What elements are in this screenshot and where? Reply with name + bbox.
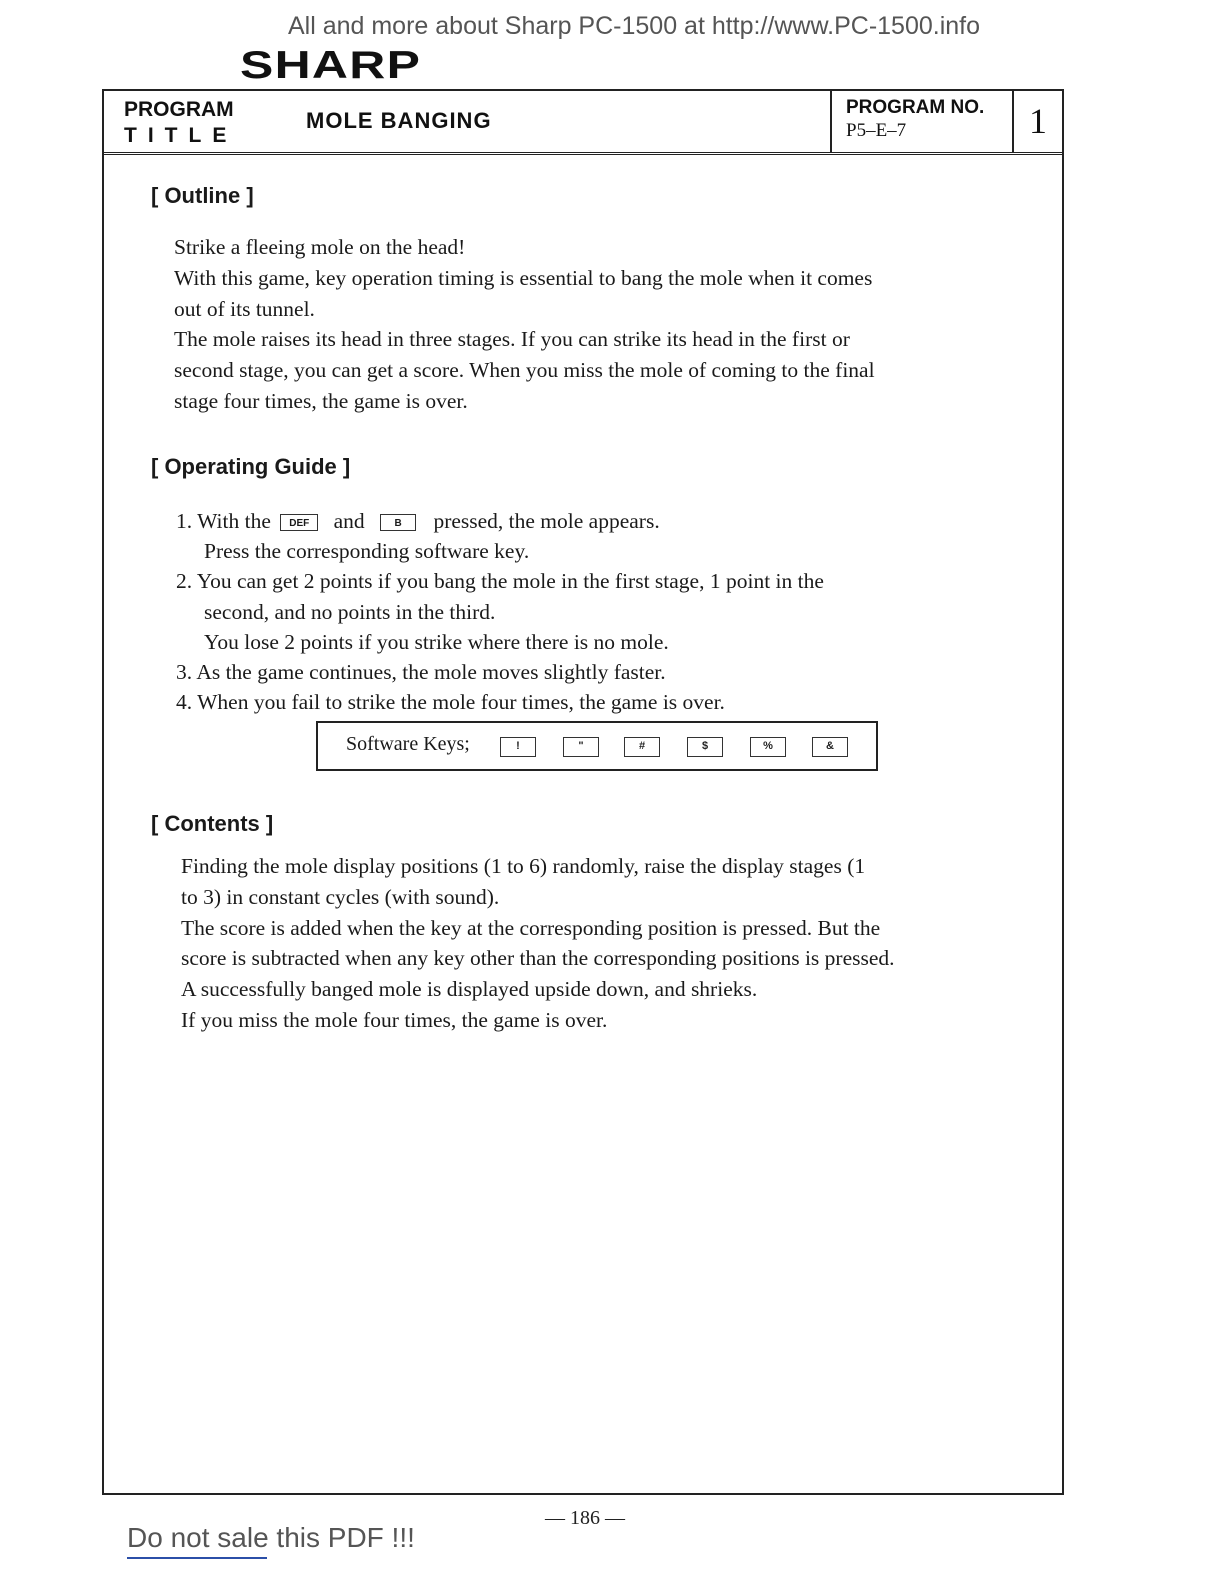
- contents-line: to 3) in constant cycles (with sound).: [181, 884, 500, 909]
- guide-text: 1. With the: [176, 509, 271, 533]
- outline-line: stage four times, the game is over.: [174, 388, 468, 413]
- program-sheet: [102, 89, 1064, 1495]
- b-key-icon: B: [380, 514, 416, 531]
- program-title: MOLE BANGING: [306, 108, 492, 133]
- guide-item-4: 4. When you fail to strike the mole four times, the game is over.: [176, 690, 725, 715]
- contents-line: If you miss the mole four times, the game is over.: [181, 1007, 608, 1032]
- outline-body: [174, 232, 1016, 417]
- program-title-label: [124, 97, 237, 149]
- contents-line: The score is added when the key at the corresponding position is pressed. But the: [181, 915, 881, 940]
- software-keys-label: Software Keys;: [346, 733, 470, 755]
- program-label-line2: TITLE: [124, 124, 238, 147]
- guide-item-1-cont: Press the corresponding software key.: [204, 539, 530, 564]
- contents-body: [181, 851, 1021, 1036]
- operating-guide-list: [176, 506, 1018, 717]
- software-key-icon: #: [624, 737, 660, 757]
- guide-item-2: 2. You can get 2 points if you bang the mole in the first stage, 1 point in the: [176, 569, 824, 594]
- outline-line: Strike a fleeing mole on the head!: [174, 235, 466, 259]
- outline-line: second stage, you can get a score. When you miss the mole of coming to the final: [174, 358, 875, 383]
- page-number: — 186 —: [545, 1507, 625, 1529]
- contents-line: score is subtracted when any key other than the corresponding positions is pressed.: [181, 946, 895, 971]
- sharp-logo: SHARP: [240, 44, 422, 87]
- software-keys-box: [316, 721, 878, 771]
- guide-text: and: [333, 509, 365, 533]
- operating-guide-heading: [ Operating Guide ]: [151, 454, 351, 479]
- source-banner: All and more about Sharp PC-1500 at http://www.PC-1500.info: [287, 12, 981, 40]
- software-key-icon: %: [750, 737, 786, 757]
- footer-underline: [127, 1557, 267, 1559]
- guide-item-1: [176, 506, 1018, 536]
- def-key-icon: DEF: [280, 514, 318, 531]
- guide-item-3: 3. As the game continues, the mole moves slightly faster.: [176, 660, 666, 685]
- contents-line: A successfully banged mole is displayed upside down, and shrieks.: [181, 977, 758, 1002]
- software-key-icon: ": [563, 737, 599, 757]
- guide-item-2-cont: second, and no points in the third.: [204, 599, 496, 624]
- contents-line: Finding the mole display positions (1 to 6) randomly, raise the display stages (1: [181, 854, 866, 878]
- guide-text: pressed, the mole appears.: [433, 509, 660, 533]
- program-number-label: PROGRAM NO.: [846, 97, 985, 118]
- program-number-value: P5–E–7: [846, 120, 907, 141]
- outline-line: The mole raises its head in three stages. If you can strike its head in the first or: [174, 327, 850, 352]
- program-header: [104, 91, 1062, 155]
- software-key-icon: !: [500, 737, 536, 757]
- guide-item-2-cont: You lose 2 points if you strike where there is no mole.: [204, 629, 669, 654]
- outline-heading: [ Outline ]: [151, 183, 254, 208]
- program-number-cell: [830, 91, 1012, 152]
- software-key-icon: &: [812, 737, 848, 757]
- outline-line: With this game, key operation timing is essential to bang the mole when it comes: [174, 265, 873, 290]
- sheet-number: 1: [1012, 91, 1062, 152]
- program-label-line1: PROGRAM: [124, 98, 234, 121]
- outline-line: out of its tunnel.: [174, 296, 315, 321]
- software-key-icon: $: [687, 737, 723, 757]
- contents-heading: [ Contents ]: [151, 811, 274, 836]
- footer-notice: Do not sale this PDF !!!: [127, 1522, 415, 1553]
